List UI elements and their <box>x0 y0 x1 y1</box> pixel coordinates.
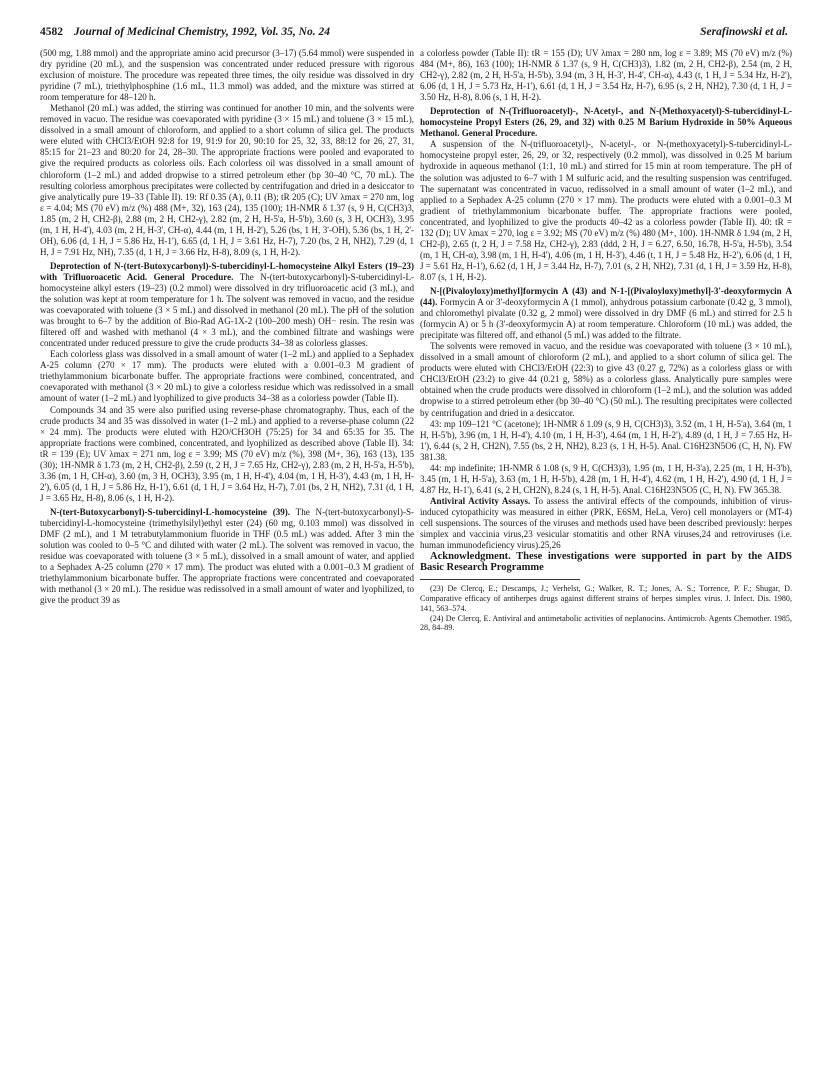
page-header <box>40 26 788 44</box>
right-column <box>420 48 792 1053</box>
paragraph-tfa-deprotection <box>40 261 414 349</box>
paragraph-procedure-end: (500 mg, 1.88 mmol) and the appropriate amino acid precursor (3–17) (5.64 mmol) were suspended in dry pyridine (20 mL), and the suspension was concentrated under reduced pressure with rigorous exclusion of moisture. The procedure was repeated three times, the oily residue was dissolved in dry pyridine (7 mL), triethylphosphine (1.6 mL, 11.3 mmol) was added, and the mixture was stirred at room temperature for 48–120 h. <box>40 48 414 103</box>
reference-23: (23) De Clercq, E.; Descamps, J.; Verhelst, G.; Walker, R. T.; Jones, A. S.; Torrence, P. F.; Shugar, D. Comparative efficacy of antiherpes drugs against different strains of herpes simplex virus. J. Infect. Dis. 1980, 141, 563–574. <box>420 584 792 613</box>
header-left <box>40 26 330 38</box>
acknowledgment-label: Acknowledgment. <box>430 551 511 563</box>
paragraph-compound-39-data: a colorless powder (Table II): tR = 155 (D); UV λmax = 280 nm, log ε = 3.89; MS (70 eV) m/z (%) 484 (M+, 86), 163 (100); 1H-NMR δ 1.37 (s, 9 H, C(CH3)3), 1.82 (m, 2 H, CH2-β), 2.54 (m, 2 H, CH2-γ), 2.82 (m, 2 H, H-5'a, H-5'b), 3.94 (m, 3 H, H-3', H-4', CH-α), 4.43 (t, 1 H, J = 5.34 Hz, H-2'), 6.06 (d, 1 H, J = 5.73 Hz, H-1'), 6.61 (d, 1 H, J = 3.54 Hz, H-7), 6.95 (s, 2 H, NH2), 7.30 (d, 1 H, J = 3.50 Hz, H-8), 8.06 (s, 1 H, H-2). <box>420 48 792 103</box>
acknowledgment <box>420 551 792 573</box>
paragraph-formycin-text: Formycin A or 3'-deoxyformycin A (1 mmol), anhydrous potassium carbonate (0.42 g, 3 mmol), and chloromethyl pivalate (0.32 g, 2 mmol) were dissolved in dry DMF (6 mL) and stirred for 2.5 h (formycin A) or 5 h (3'-deoxyformycin A) at room temperature. Chloroform (10 mL) was added, the precipitate was filtered off, and ethanol (5 mL) was added to the filtrate. <box>420 297 792 341</box>
reference-divider <box>420 579 580 580</box>
paragraph-barium-deprotection: A suspension of the N-(trifluoroacetyl)-, N-acetyl-, or N-(methoxyacetyl)-S-tubercidinyl-L-homocysteine propyl ester, 26, 29, or 32, respectively (0.2 mmol), was dissolved in 0.25 M barium hydroxide in aqueous methanol (1:1, 10 mL) and stirred for 15 min at room temperature. The pH of the solution was adjusted to 6–7 with 1 M sulfuric acid, and the resulting suspension was centrifuged. The supernatant was concentrated in vacuo, redissolved in a small amount of water (1–2 mL), and applied to a Sephadex A-25 column (270 × 17 mm). The products were eluted with a 0.001–0.3 M gradient of triethylammonium bicarbonate buffer. The appropriate fractions were pooled, concentrated, and lyophilized to give the products 40–42 as a colorless powder (Table II). 40: tR = 132 (D); UV λmax = 270, log ε = 3.92; MS (70 eV) m/z (%) 480 (M+, 100). 1H-NMR δ 1.94 (m, 2 H, CH2-β), 2.65 (t, 2 H, J = 7.58 Hz, CH2-γ), 2.83 (ddd, 2 H, J = 6.27, 6.50, 16.78, H-5'a, H-5'b), 3.54 (m, 1 H, CH-α), 3.98 (m, 1 H, H-4'), 4.06 (m, 1 H, H-3'), 4.46 (t, 1 H, J = 5.48 Hz, H-2'), 6.06 (d, 1 H, J = 5.61 Hz, H-1'), 6.62 (d, 1 H, J = 3.44 Hz, H-7), 7.01 (s, 2 H, NH2), 7.31 (d, 1 H, J = 3.59 Hz, H-8), 8.07 (s, 1 H, H-2). <box>420 139 792 282</box>
page-number: 4582 <box>40 26 63 38</box>
acknowledgment-text: These investigations were supported in part by the AIDS Basic Research Programme <box>420 551 792 574</box>
paragraph-compound-44: 44: mp indefinite; 1H-NMR δ 1.08 (s, 9 H, C(CH3)3), 1.95 (m, 1 H, H-3'a), 2.25 (m, 1 H, H-3'b), 3.45 (m, 1 H, H-5'a), 3.63 (m, 1 H, H-5'b), 4.28 (m, 1 H, H-4'), 4.62 (m, 1 H, H-2'), 4.90 (d, 1 H, J = 4.87 Hz, H-1'), 6.41 (s, 2 H, CH2N), 8.24 (s, 1 H, H-5). Anal. C16H23N5O5 (C, H, N). FW 365.38. <box>420 462 792 495</box>
references <box>420 584 792 633</box>
paragraph-reverse-phase: Compounds 34 and 35 were also purified using reverse-phase chromatography. Thus, each of the crude products 34 and 35 was dissolved in water (1–2 mL) and applied to a reverse-phase column (22 × 24 mm). The products were eluted with H2O/CH3OH (75:25) for 34 and 65:35 for 35. The appropriate fractions were combined, concentrated, and lyophilized as described above (Table II). 34: tR = 139 (E); UV λmax = 271 nm, log ε = 3.99; MS (70 eV) m/z (%), 398 (M+, 36), 163 (13), 135 (30); 1H-NMR δ 1.73 (m, 2 H, CH2-β), 2.59 (t, 2 H, J = 7.65 Hz, CH2-γ), 2.83 (m, 2 H, H-5'a, H-5'b), 3.36 (m, 1 H, CH-α), 3.60 (m, 3 H, OCH3), 3.95 (m, 1 H, H-4'), 4.04 (m, 1 H, H-3'), 4.43 (m, 1 H, H-2'), 6.05 (d, 1 H, J = 5.86 Hz, H-1'), 6.61 (d, 1 H, J = 3.64 Hz, H-7), 7.01 (bs, 2 H, NH2), 7.31 (d, 1 H, J = 3.65 Hz, H-8), 8.06 (s, 1 H, H-2). <box>40 404 414 503</box>
running-author: Serafinowski et al. <box>700 26 788 38</box>
paragraph-compound-39 <box>40 507 414 606</box>
paragraph-compound-43: 43: mp 109–121 °C (acetone); 1H-NMR δ 1.09 (s, 9 H, C(CH3)3), 3.52 (m, 1 H, H-5'a), 3.64 (m, 1 H, H-5'b), 3.96 (m, 1 H, H-4'), 4.10 (m, 1 H, H-3'), 4.64 (m, 1 H, H-2'), 4.89 (d, 1 H, J = 7.65 Hz, H-1'), 6.44 (s, 2 H, CH2N), 7.55 (bs, 2 H, NH2), 8.23 (s, 1 H, H-5). Anal. C16H23N5O6 (C, H, N). FW 381.38. <box>420 418 792 462</box>
paragraph-formycin <box>420 286 792 341</box>
paragraph-antiviral-text: To assess the antiviral effects of the compounds, inhibition of virus-induced cytopathicity was measured in either (PRK, E6SM, HeLa, Vero) cell monolayers or (MT-4) cell suspensions. The sources of the viruses and methods used have been described previously: herpes simplex and vaccinia virus,23 vesicular stomatitis and other RNA viruses,24 and retroviruses (i.e. human immunodeficiency virus).25,26 <box>420 495 792 551</box>
reference-24: (24) De Clercq, E. Antiviral and antimetabolic activities of neplanocins. Antimicrob. Agents Chemother. 1985, 28, 84–89. <box>420 613 792 633</box>
left-column <box>40 48 414 1053</box>
paragraph-formycin-workup: The solvents were removed in vacuo, and the residue was coevaporated with toluene (3 × 10 mL), dissolved in a small amount of chloroform (2 mL), and applied to a short column of silica gel. The products were eluted with CHCl3/EtOH (22:3) to give 43 (0.27 g, 72%) as a colorless glass or with CHCl3/EtOH (23:2) to give 44 (0.21 g, 58%) as a colorless glass. Analytically pure samples were obtained when the crude products were dissolved in chloroform (1–2 mL), and the solution was added dropwise to a stirred petroleum ether (bp 30–40 °C) (50 mL). The resulting precipitates were collected by centrifugation and dried in a desiccator. <box>420 341 792 418</box>
section-heading-formycin: N-[(Pivaloyloxy)methyl]formycin A (43) and N-1-[(Pivaloyloxy)methyl]-3'-deoxyformycin A (44). <box>420 285 792 308</box>
section-heading-tfa-deprotection: Deprotection of N-(tert-Butoxycarbonyl)-S-tubercidinyl-L-homocysteine Alkyl Esters (19–23) with Trifluoroacetic Acid. General Procedure. <box>40 260 414 282</box>
paragraph-antiviral <box>420 496 792 551</box>
paragraph-compound-39-text: The N-(tert-butoxycarbonyl)-S-tubercidinyl-L-homocysteine (trimethylsilyl)ethyl ester (24) (60 mg, 0.103 mmol) was dissolved in DMF (2 mL), and 1 M tetrabutylammonium fluoride in THF (0.5 mL) was added. After 3 min the solution was cooled to 0–5 °C and diluted with water (2 mL). The solvent was removed in vacuo, the residue was coevaporated with toluene (3 × 5 mL), dissolved in a small amount of water, and applied to a Sephadex A-25 column (270 × 17 mm). The product was eluted with a 0.001–0.3 M gradient of triethylammonium bicarbonate buffer. The appropriate fractions were concentrated and coevaporated with methanol (3 × 20 mL). The residue was redissolved in a small amount of water and lyophilized, to give the product 39 as <box>40 506 414 606</box>
paragraph-sephadex: Each colorless glass was dissolved in a small amount of water (1–2 mL) and applied to a Sephadex A-25 column (270 × 17 mm). The products were eluted with a 0.001–0.3 M gradient of triethylammonium bicarbonate buffer. The appropriate fractions were combined, concentrated, and coevaporated with methanol (3 × 20 mL) to give a colorless residue which was redissolved in a small amount of water (1–2 mL) and lyophilized to give products 34–38 as a colorless powder (Table II). <box>40 349 414 404</box>
journal-citation: Journal of Medicinal Chemistry, 1992, Vol. 35, No. 24 <box>73 26 330 38</box>
section-heading-barium-deprotection: Deprotection of N-(Trifluoroacetyl)-, N-Acetyl-, and N-(Methoxyacetyl)-S-tubercidinyl-L-homocysteine Propyl Esters (26, 29, and 32) with 0.25 M Barium Hydroxide in 50% Aqueous Methanol. General Procedure. <box>420 106 792 139</box>
paragraph-workup: Methanol (20 mL) was added, the stirring was continued for another 10 min, and the solvents were removed in vacuo. The residue was coevaporated with pyridine (3 × 15 mL) and toluene (3 × 15 mL), dissolved in a small amount of chloroform, and applied to a short column of silica gel. The products were eluted with CHCl3/EtOH 92:8 for 19, 91:9 for 20, 90:10 for 25, 32, 33, 88:12 for 26, 27, 31, 85:15 for 21–23 and 80:20 for 24, 28–30. The appropriate fractions were pooled and evaporated to give the required products as colorless oils. Each colorless oil was dissolved in a small amount of chloroform (1–2 mL) and added dropwise to a stirred petroleum ether (bp 30–40 °C, 70 mL). The resulting colorless amorphous precipitates were collected by centrifugation and dried in a desiccator to give analytically pure 19–33 (Table II). 19: Rf 0.35 (A), 0.11 (B); tR 205 (C); UV λmax = 270 nm, log ε = 4.04; MS (70 eV) m/z (%) 488 (M+, 32), 163 (24), 135 (100); 1H-NMR δ 1.37 (s, 9 H, C(CH3)3, 1.85 (m, 2 H, CH2-β), 2.88 (m, 2 H, CH2-γ), 2.82 (m, 2 H, H-5'a, H-5'b), 3.60 (s, 3 H, OCH3), 3.95 (m, 1 H, H-4'), 4.03 (m, 2 H, H-3', CH-α), 4.44 (m, 1 H, H-2'), 5.26 (bs, 1 H, 3'-OH), 5.36 (bs, 1 H, 2'-OH), 6.06 (d, 1 H, J = 5.86 Hz, H-1'), 6.65 (d, 1 H, J = 3.61 Hz, H-7), 7.20 (bs, 2 H, NH2), 7.29 (d, 1 H, J = 7.91 Hz, NH), 7.35 (d, 1 H, J = 3.66 Hz, H-8), 8.09 (s, 1 H, H-2). <box>40 103 414 257</box>
section-heading-antiviral: Antiviral Activity Assays. <box>430 495 531 506</box>
paragraph-tfa-deprotection-text: The N-(tert-butoxycarbonyl)-S-tubercidinyl-L-homocysteine alkyl esters (19–23) (0.2 mmol) were dissolved in dry trifluoroacetic acid (3 mL), and the solution was kept at room temperature for 1 h. The solvent was removed in vacuo, and the residue was coevaporated with toluene (3 × 5 mL) and dissolved in methanol (20 mL). The pH of the solution was brought to 6–7 by the addition of Bio-Rad AG-1X-2 (100–200 mesh) OH− resin. The resin was filtered off and washed with methanol (4 × 3 mL), and the combined filtrate and washings were concentrated under reduced pressure to give the crude products 34–38 as colorless glasses. <box>40 271 414 349</box>
section-heading-compound-39: N-(tert-Butoxycarbonyl)-S-tubercidinyl-L-homocysteine (39). <box>50 506 291 517</box>
